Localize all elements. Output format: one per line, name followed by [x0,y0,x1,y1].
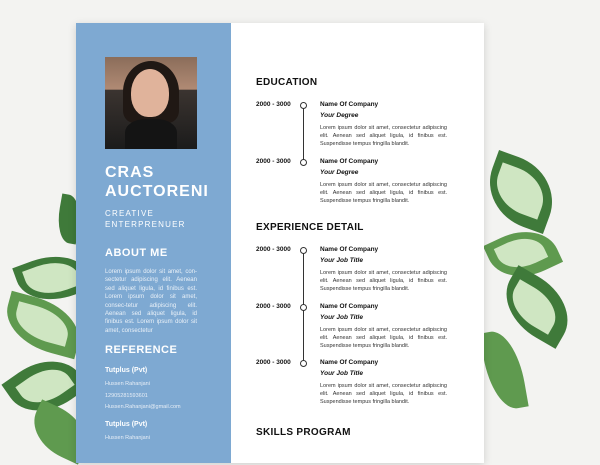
entry-title: Your Job Title [320,370,363,377]
reference-phone: 12905281593601 [105,393,148,399]
resume-page [76,23,484,463]
entry-date: 2000 - 3000 [256,359,291,366]
education-heading: EDUCATION [256,77,318,88]
skills-heading: SKILLS PROGRAM [256,427,351,438]
reference-heading: REFERENCE [105,344,178,356]
candidate-name: CRAS AUCTORENI [105,164,209,200]
entry-title: Your Job Title [320,257,363,264]
entry-description: Lorem ipsum dolor sit amet, consectetur adipiscing elit. Aenean sed aliquet ligula, id finibus est. Suspendisse tempus fringilla blandit. [320,327,447,349]
entry-description: Lorem ipsum dolor sit amet, consectetur adipiscing elit. Aenean sed aliquet ligula, id finibus est. Suspendisse tempus fringilla blandit. [320,383,447,405]
entry-description: Lorem ipsum dolor sit amet, consectetur adipiscing elit. Aenean sed aliquet ligula, id finibus est. Suspendisse tempus fringilla blandit. [320,125,447,147]
entry-company: Name Of Company [320,246,379,253]
entry-date: 2000 - 3000 [256,303,291,310]
resume-main [231,23,484,463]
resume-sidebar [76,23,231,463]
entry-date: 2000 - 3000 [256,101,291,108]
entry-title: Your Job Title [320,314,363,321]
timeline-dot [300,360,307,367]
entry-company: Name Of Company [320,158,379,165]
timeline-dot [300,102,307,109]
entry-title: Your Degree [320,112,359,119]
reference-company: Tutplus (Pvt) [105,367,148,374]
timeline-dot [300,304,307,311]
entry-company: Name Of Company [320,101,379,108]
reference-person: Hussen Rahanjani [105,435,150,441]
experience-heading: EXPERIENCE DETAIL [256,222,364,233]
reference-email: Hussen.Rahanjani@gmail.com [105,404,181,410]
timeline-dot [300,159,307,166]
about-heading: ABOUT ME [105,247,168,259]
education-timeline [303,106,304,164]
entry-description: Lorem ipsum dolor sit amet, consectetur adipiscing elit. Aenean sed aliquet ligula, id finibus est. Suspendisse tempus fringilla blandit. [320,270,447,292]
about-text: Lorem ipsum dolor sit amet, con-sectetur adipiscing elit. Aenean sed aliquet ligula, id finibus est. Lorem ipsum dolor sit amet, consec-tetur adipiscing elit. Aenean sed aliquet ligula, id finibus est. Lorem ipsum dolor sit amet, consectetur [105,269,197,334]
entry-description: Lorem ipsum dolor sit amet, consectetur adipiscing elit. Aenean sed aliquet ligula, id finibus est. Suspendisse tempus fringilla blandit. [320,182,447,204]
entry-company: Name Of Company [320,359,379,366]
reference-company: Tutplus (Pvt) [105,421,148,428]
profile-photo [105,57,197,149]
timeline-dot [300,247,307,254]
candidate-role: CREATIVE ENTERPRENUER [105,209,186,229]
reference-person: Hussen Rahanjani [105,381,150,387]
entry-title: Your Degree [320,169,359,176]
entry-date: 2000 - 3000 [256,158,291,165]
entry-company: Name Of Company [320,303,379,310]
entry-date: 2000 - 3000 [256,246,291,253]
